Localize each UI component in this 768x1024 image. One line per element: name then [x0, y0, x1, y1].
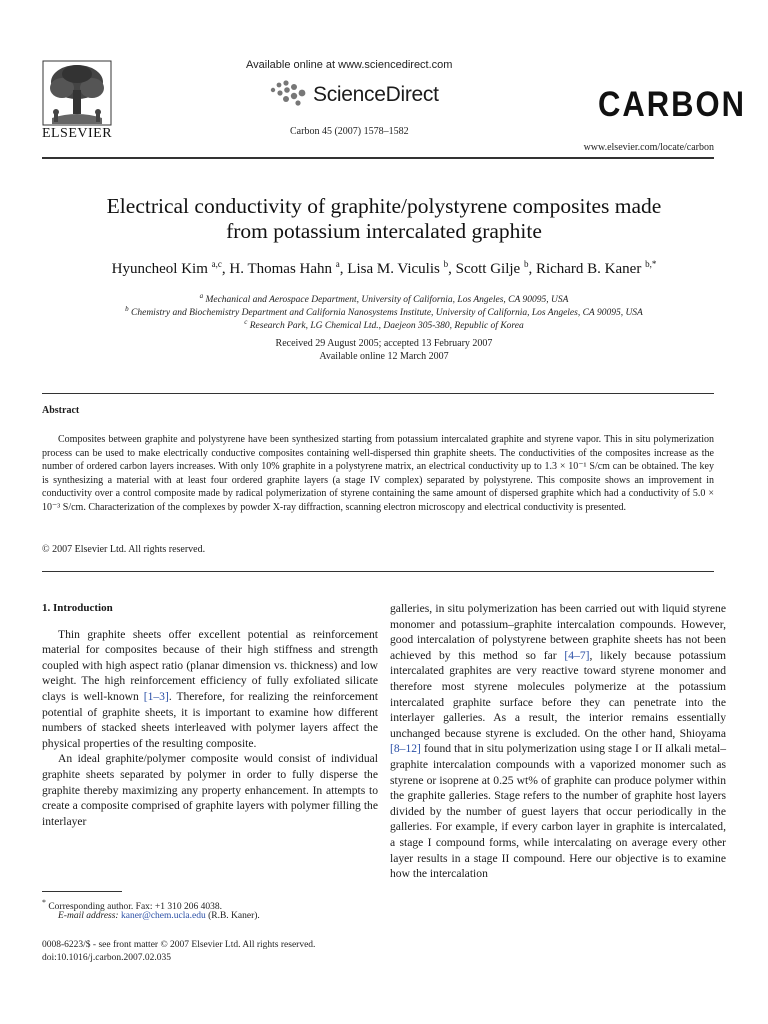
- author-separator: ,: [528, 261, 536, 277]
- author-list: [0, 259, 768, 278]
- body-column-left: [42, 601, 378, 829]
- affiliation-text: Research Park, LG Chemical Ltd., Daejeon 305-380, Republic of Korea: [249, 321, 524, 332]
- affiliation-mark: c: [244, 318, 248, 326]
- email-link[interactable]: kaner@chem.ucla.edu: [120, 911, 206, 921]
- author-separator: ,: [221, 261, 230, 277]
- title-line-2: from potassium intercalated graphite: [226, 219, 542, 243]
- author-name[interactable]: Richard B. Kaner: [535, 261, 642, 277]
- body-paragraph: [42, 627, 378, 752]
- footnote-mark: *: [42, 898, 46, 907]
- author-name[interactable]: H. Thomas Hahn: [229, 261, 333, 277]
- affiliation-text: Chemistry and Biochemistry Department and California Nanosystems Institute, University of California, Los Angeles, CA 90095, USA: [131, 308, 643, 319]
- body-column-right: [390, 601, 726, 882]
- affiliation-text: Mechanical and Aerospace Department, University of California, Los Angeles, CA 90095, USA: [205, 295, 569, 306]
- body-paragraph: [390, 601, 726, 882]
- author-separator: ,: [448, 261, 456, 277]
- affiliation: [0, 305, 768, 318]
- author-affil-mark: a: [335, 259, 340, 269]
- affiliation-mark: b: [125, 305, 129, 313]
- author-name[interactable]: Scott Gilje: [455, 261, 521, 277]
- abstract-top-rule: [42, 393, 714, 394]
- section-heading: 1. Introduction: [42, 602, 113, 614]
- received-dates: Received 29 August 2005; accepted 13 February 2007: [275, 338, 493, 349]
- email-label: E-mail address:: [58, 911, 119, 921]
- body-paragraph: An ideal graphite/polymer composite would consist of individual graphite sheets separated by polymer in order to fully disperse the graphite thereby maximizing any property enhancement. In attempts to create a composite comprised of graphite layers with polymer filling the interlayer: [42, 752, 378, 828]
- email-suffix: (R.B. Kaner).: [208, 911, 260, 921]
- abstract-text: Composites between graphite and polystyrene have been synthesized starting from potassium intercalated graphite and styrene vapor. This in situ polymerization process can be used to make electrically conductive composites containing well-dispersed thin graphite sheets. The conductivities of the composites increase as the number of ordered carbon layers increases. With only 10% graphite in a polystyrene matrix, an electrical conductivity up to 1.3 × 10⁻¹ S/cm can be obtained. The key is synthesizing a material with at least four ordered graphite layers (a stage IV complex) separated by polystyrene. This composite shows an improvement in conductivity over a control composite made by radical polymerization of styrene containing the same amount of dispersed graphite which had a conductivity of 5.0 × 10⁻³ S/cm. Characterization of the complexes by powder X-ray diffraction, scanning electron microscopy and electrical conductivity is presented.: [42, 434, 714, 513]
- reference-link[interactable]: [8–12]: [390, 742, 421, 756]
- header-rule: [42, 157, 714, 159]
- title-line-1: Electrical conductivity of graphite/polystyrene composites made: [106, 194, 662, 218]
- article-title: [50, 194, 718, 244]
- journal-url[interactable]: www.elsevier.com/locate/carbon: [583, 142, 714, 153]
- sciencedirect-logo-text: ScienceDirect: [313, 83, 439, 106]
- affiliation-mark: a: [199, 292, 204, 300]
- tree-icon: [42, 60, 112, 126]
- author-separator: ,: [339, 261, 348, 277]
- paragraph-text: . Therefore, for realizing the reinforcement potential of graphite sheets, it is important to examine how different numbers of stacked sheets interleaved with polymer layers affect the physical properties of the resulting composite.: [42, 689, 379, 750]
- abstract-copyright: © 2007 Elsevier Ltd. All rights reserved.: [42, 544, 206, 555]
- available-date: Available online 12 March 2007: [319, 351, 449, 362]
- paragraph-text: , likely because potassium intercalated graphites are very reactive toward styrene monomer and therefore most styrene molecules polymerize at the potassium intercalated graphite surface before they can penetrate into the interlayer galleries. As a result, the interior remains essentially unchanged because styrene is excluded. On the other hand, Shioyama: [390, 648, 726, 740]
- available-online-text: Available online at www.sciencedirect.com: [246, 59, 453, 71]
- author-name[interactable]: Lisa M. Viculis: [347, 261, 440, 277]
- paragraph-text: found that in situ polymerization using stage I or II alkali metal–graphite intercalation compounds with a vaporized monomer such as styrene or isoprene at 0.25 wt% of graphite can produce polymer within the graphite galleries. Stage refers to the number of graphite host layers divided by the number of guest layers that occur periodically in the galleries. For example, if every carbon layer in graphite is intercalated, a stage I compound forms, while intercalating on average every other layer results in a stage II compound. Here our objective is to examine how the intercalation: [390, 742, 726, 881]
- footnote-text: Corresponding author. Fax: +1 310 206 4038.: [48, 902, 223, 913]
- sciencedirect-dots-icon: [268, 80, 310, 106]
- email-note: [58, 911, 260, 921]
- affiliation: [0, 318, 768, 331]
- author-affil-mark: b,*: [645, 259, 657, 269]
- author-name[interactable]: Hyuncheol Kim: [111, 261, 208, 277]
- author-affil-mark: b: [443, 259, 449, 269]
- abstract-heading: Abstract: [42, 405, 80, 416]
- reference-link[interactable]: [1–3]: [143, 689, 169, 703]
- footnote-rule: [42, 891, 122, 892]
- abstract-bottom-rule: [42, 571, 714, 572]
- doi-line[interactable]: doi:10.1016/j.carbon.2007.02.035: [42, 953, 172, 963]
- paragraph-text: galleries, in situ polymerization has been carried out with liquid styrene monomer and potassium–graphite intercalation compounds. However, good intercalation of polystyrene between graphite sheets has not been achieved by this method so far: [390, 602, 726, 662]
- publisher-name: ELSEVIER: [41, 126, 113, 141]
- journal-logo-text: CARBON: [598, 84, 747, 125]
- paragraph-text: Thin graphite sheets offer excellent potential as reinforcement material for composites because of their high stiffness and strength coupled with high aspect ratio (planar dimension vs. thickness) and low weight. The high reinforcement efficiency of fully exfoliated silicate clays is well-known: [42, 627, 378, 703]
- reference-link[interactable]: [4–7]: [564, 648, 590, 662]
- author-affil-mark: a,c: [211, 259, 222, 269]
- affiliation: [0, 292, 768, 305]
- journal-citation: Carbon 45 (2007) 1578–1582: [290, 126, 409, 137]
- issn-line: 0008-6223/$ - see front matter © 2007 Elsevier Ltd. All rights reserved.: [42, 940, 316, 950]
- author-affil-mark: b: [523, 259, 529, 269]
